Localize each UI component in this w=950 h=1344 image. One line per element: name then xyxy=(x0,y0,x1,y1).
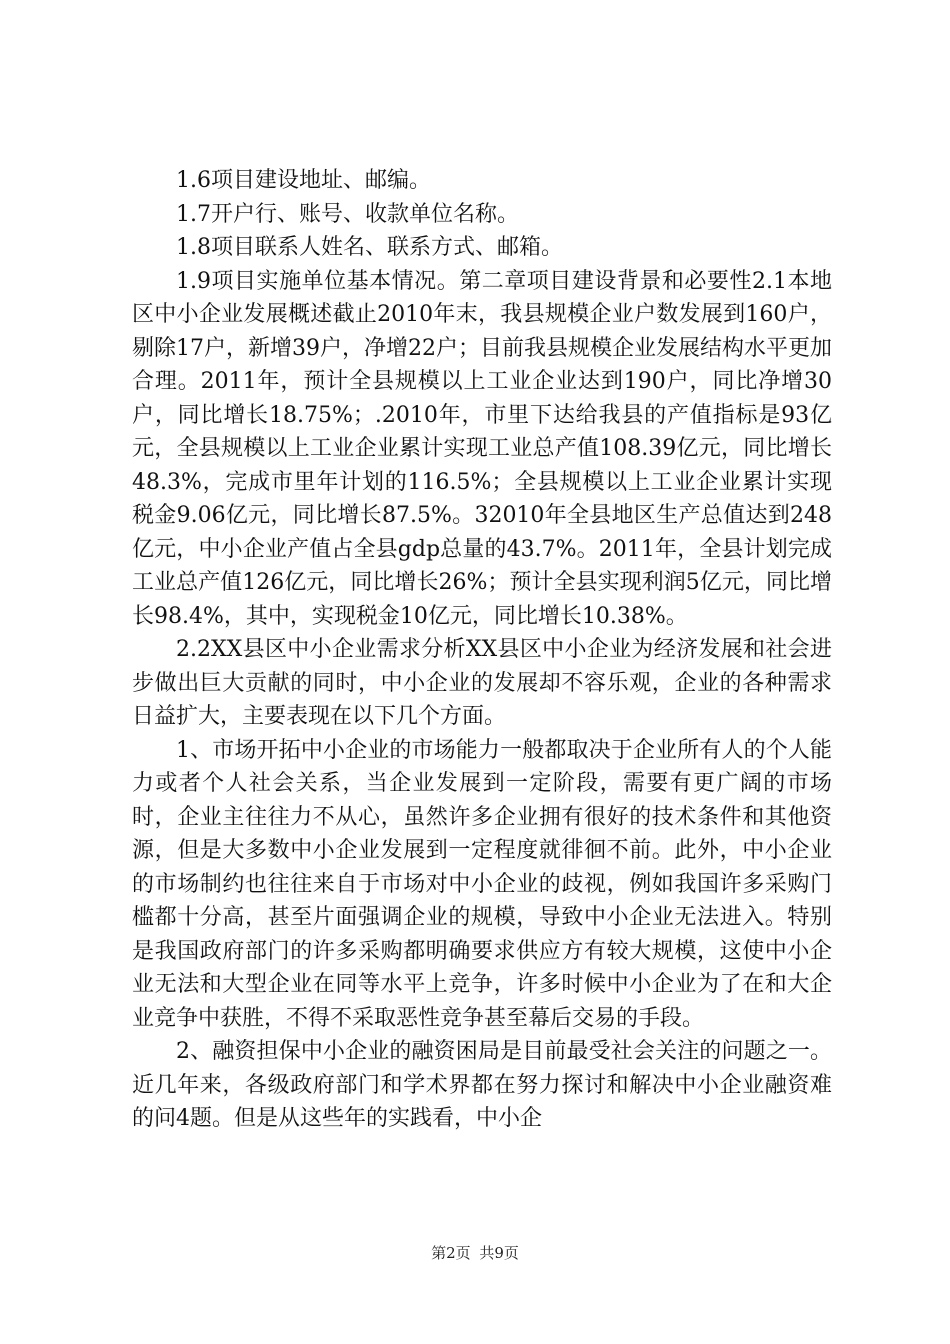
page-footer xyxy=(0,1242,950,1263)
paragraph-financing: 2、融资担保中小企业的融资困局是目前最受社会关注的问题之一。近几年来，各级政府部门和学术界都在努力探讨和解决中小企业融资难的问4题。但是从这些年的实践看，中小企 xyxy=(132,1039,832,1131)
page-number: 第2页 xyxy=(431,1244,471,1262)
paragraph-2-2: 2.2XX县区中小企业需求分析XX县区中小企业为经济发展和社会进步做出巨大贡献的同时，中小企业的发展却不容乐观，企业的各种需求日益扩大，主要表现在以下几个方面。 xyxy=(132,637,832,729)
page-total: 共9页 xyxy=(479,1244,519,1262)
paragraph-1-8: 1.8项目联系人姓名、联系方式、邮箱。 xyxy=(176,235,563,260)
paragraph-1-7: 1.7开户行、账号、收款单位名称。 xyxy=(176,201,519,227)
paragraph-1-9: 1.9项目实施单位基本情况。第二章项目建设背景和必要性2.1本地区中小企业发展概述截止2010年末，我县规模企业户数发展到160户，剔除17户，新增39户，净增22户；目前我县规模企业发展结构水平更加合理。2011年，预计全县规模以上工业企业达到190户，同比净增30户，同比增长18.75%；.2010年，市里下达给我县的产值指标是93亿元，全县规模以上工业企业累计实现工业总产值108.39亿元，同比增长48.3%，完成市里年计划的116.5%；全县规模以上工业企业累计实现税金9.06亿元，同比增长87.5%。32010年全县地区生产总值达到248亿元，中小企业产值占全县gdp总量的43.7%。2011年，全县计划完成工业总产值126亿元，同比增长26%；预计全县实现利润5亿元，同比增长98.4%，其中，实现税金10亿元，同比增长10.38%。 xyxy=(132,268,832,629)
paragraph-market: 1、市场开拓中小企业的市场能力一般都取决于企业所有人的个人能力或者个人社会关系，当企业发展到一定阶段，需要有更广阔的市场时，企业主往往力不从心，虽然许多企业拥有很好的技术条件和其他资源，但是大多数中小企业发展到一定程度就徘徊不前。此外，中小企业的市场制约也往往来自于市场对中小企业的歧视，例如我国许多采购门槛都十分高，甚至片面强调企业的规模，导致中小企业无法进入。特别是我国政府部门的许多采购都明确要求供应方有较大规模，这使中小企业无法和大型企业在同等水平上竞争，许多时候中小企业为了在和大企业竞争中获胜，不得不采取恶性竞争甚至幕后交易的手段。 xyxy=(132,737,832,1031)
paragraph-1-6: 1.6项目建设地址、邮编。 xyxy=(176,168,431,193)
document-body xyxy=(132,164,832,1136)
